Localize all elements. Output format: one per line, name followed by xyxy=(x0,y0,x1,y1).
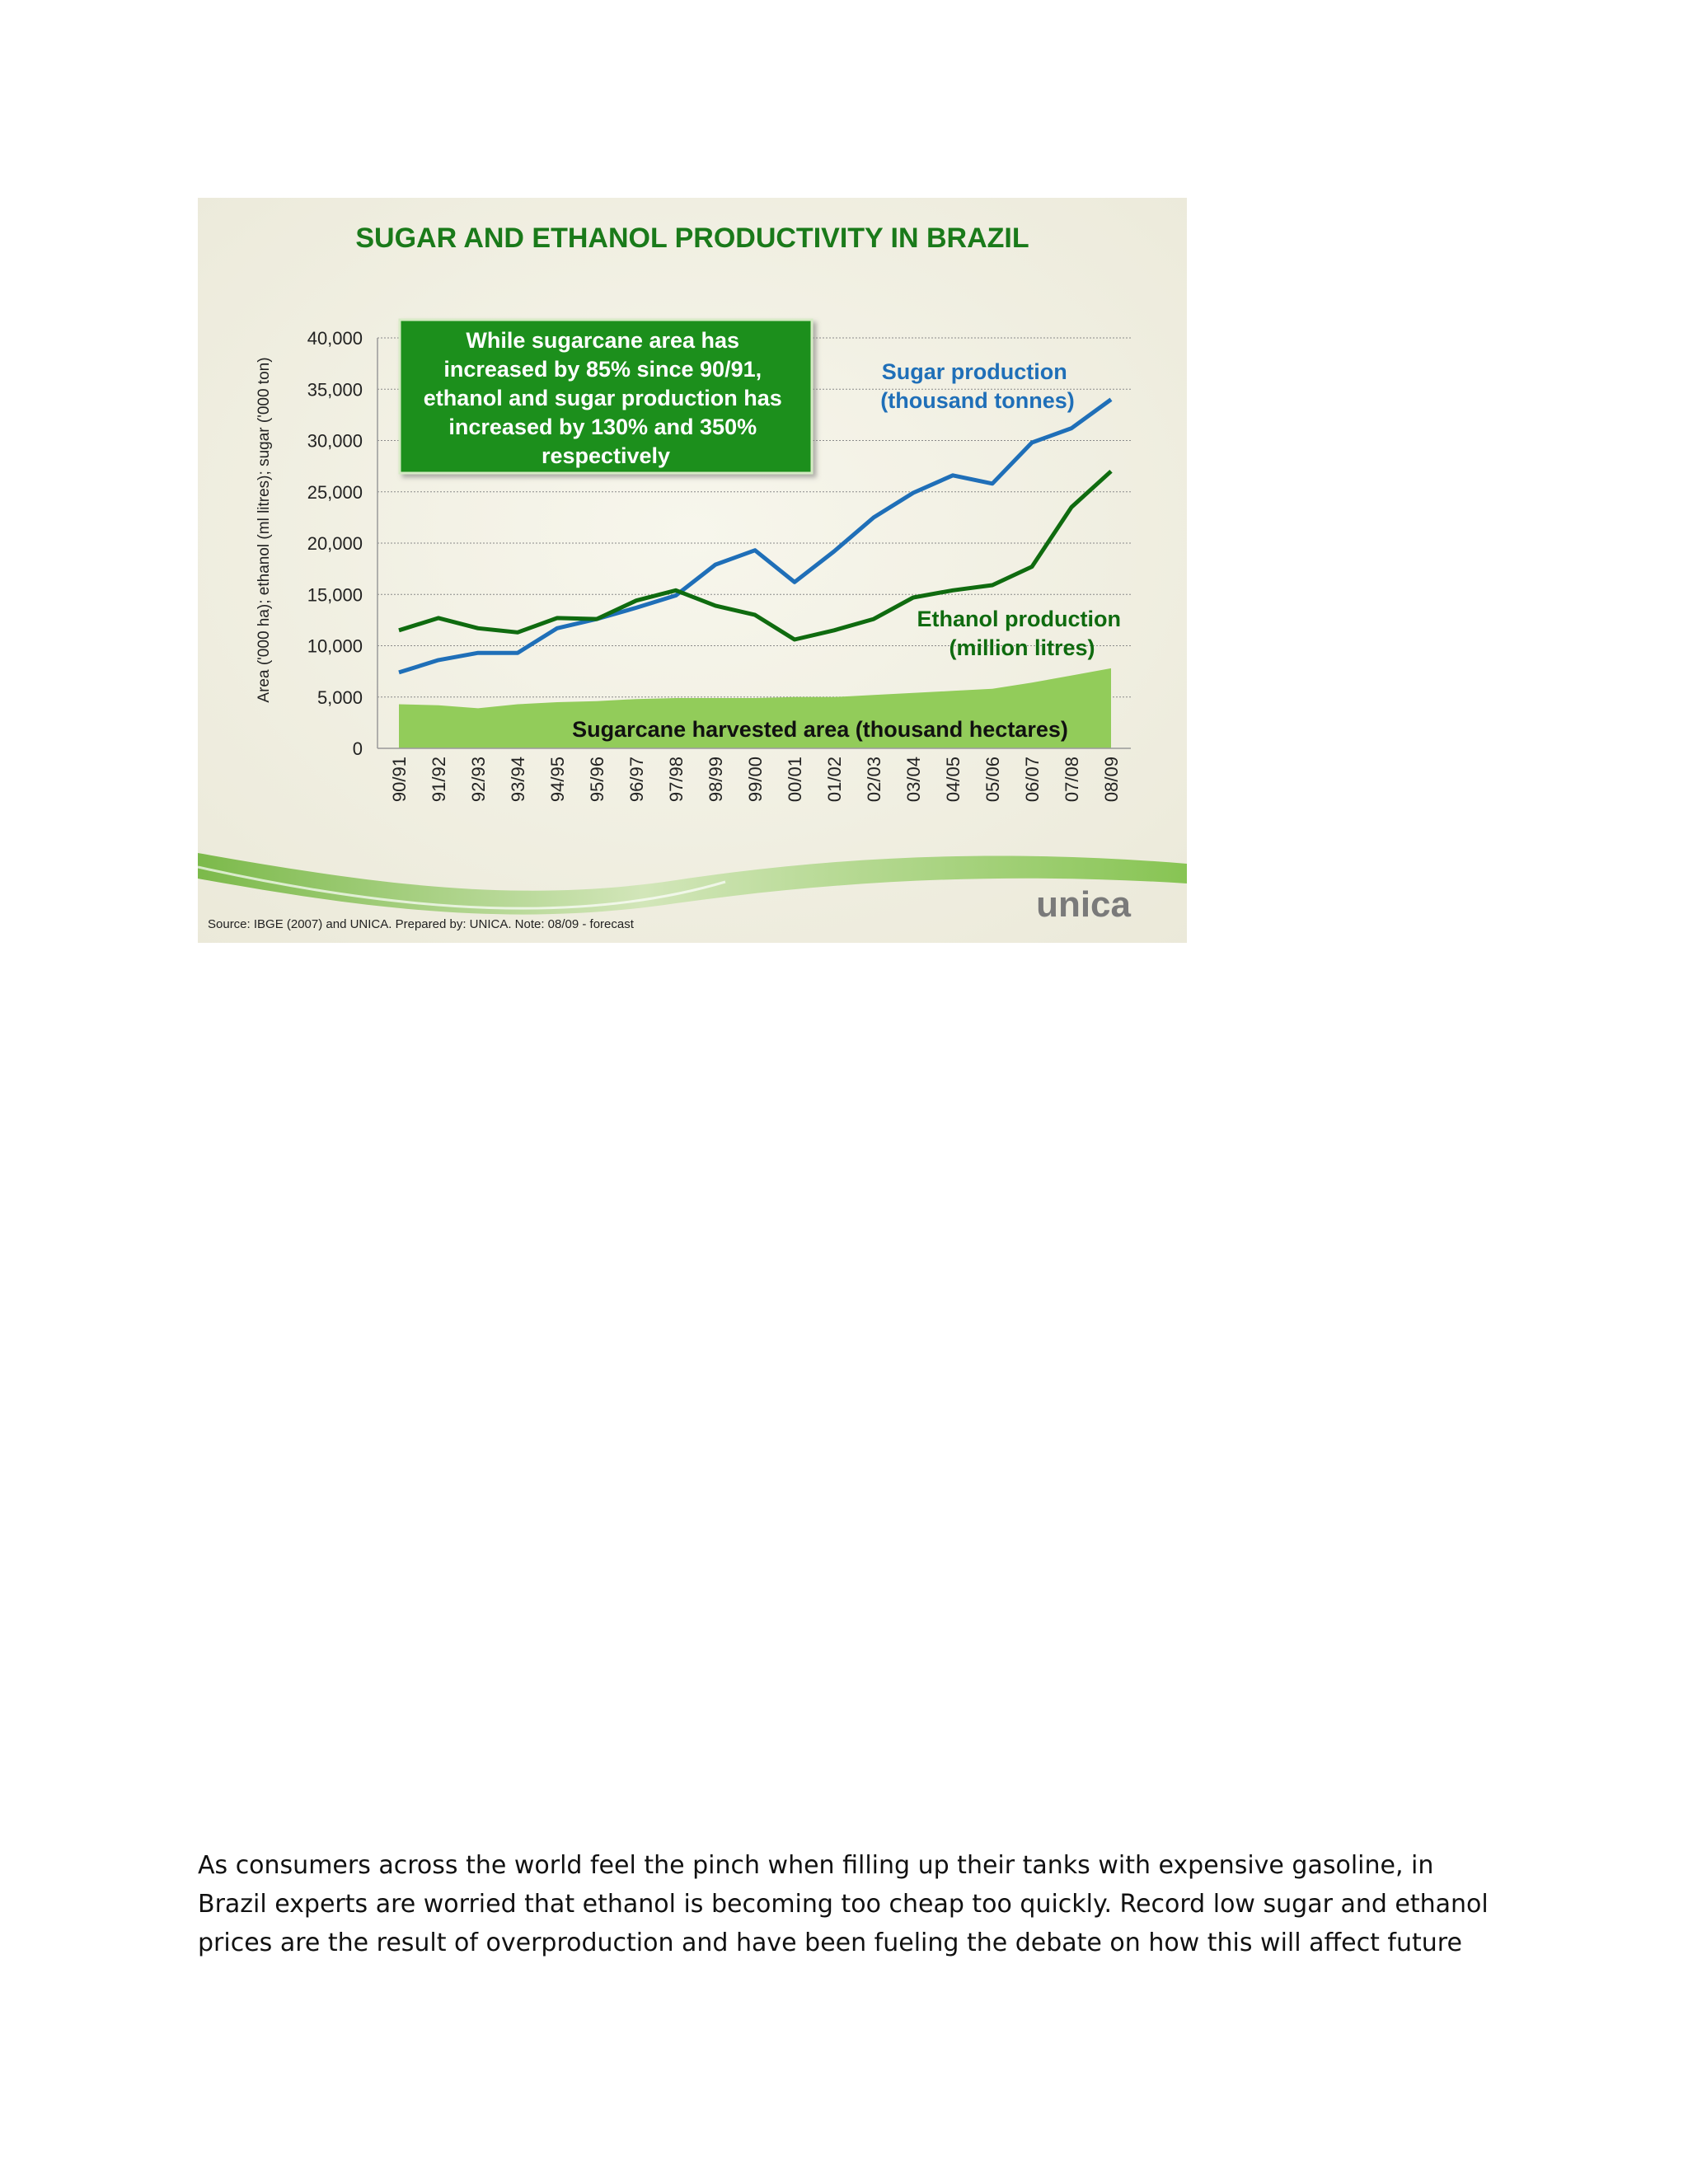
paragraph-line: Brazil experts are worried that ethanol is becoming too cheap too quickly. Record low sugar and ethanol xyxy=(198,1890,1489,1919)
chart-svg xyxy=(198,198,1187,943)
chart-figure xyxy=(198,198,1187,943)
x-tick-label: 96/97 xyxy=(626,757,647,803)
x-tick-label: 95/96 xyxy=(587,757,607,803)
callout-line: ethanol and sugar production has xyxy=(423,386,782,410)
x-tick-label: 06/07 xyxy=(1022,757,1043,803)
callout-line: While sugarcane area has xyxy=(466,328,740,353)
x-tick-label: 99/00 xyxy=(745,757,766,803)
callout-line: respectively xyxy=(541,443,671,468)
paragraph-line: As consumers across the world feel the pinch when filling up their tanks with expensive gasoline, in xyxy=(198,1851,1434,1880)
y-tick-label: 35,000 xyxy=(307,379,363,401)
callout-box xyxy=(400,320,812,473)
x-tick-label: 01/02 xyxy=(824,757,845,803)
x-tick-label: 08/09 xyxy=(1101,757,1122,803)
x-tick-label: 93/94 xyxy=(508,757,528,803)
x-tick-label: 00/01 xyxy=(785,757,805,803)
x-tick-label: 97/98 xyxy=(666,757,687,803)
sugar-series-label: Sugar production (thousand tonnes) xyxy=(880,359,1075,413)
y-tick-label: 40,000 xyxy=(307,328,363,349)
chart-title: SUGAR AND ETHANOL PRODUCTIVITY IN BRAZIL xyxy=(355,223,1029,254)
chart-panel-background xyxy=(198,198,1187,943)
x-tick-label: 90/91 xyxy=(389,757,410,803)
callout-line: increased by 85% since 90/91, xyxy=(443,357,762,382)
source-note: Source: IBGE (2007) and UNICA. Prepared by: UNICA. Note: 08/09 - forecast xyxy=(208,917,634,931)
body-paragraph xyxy=(198,1846,1533,1962)
y-tick-label: 30,000 xyxy=(307,430,363,452)
x-tick-label: 98/99 xyxy=(706,757,726,803)
x-tick-label: 07/08 xyxy=(1062,757,1082,803)
x-tick-label: 05/06 xyxy=(982,757,1003,803)
y-tick-label: 15,000 xyxy=(307,584,363,606)
x-tick-label: 92/93 xyxy=(468,757,489,803)
x-tick-label: 94/95 xyxy=(547,757,568,803)
y-tick-label: 20,000 xyxy=(307,533,363,554)
y-tick-label: 5,000 xyxy=(316,687,363,708)
area-series-label: Sugarcane harvested area (thousand hectares) xyxy=(572,717,1068,742)
y-axis-label: Area ('000 ha); ethanol (ml litres); sugar ('000 ton) xyxy=(256,357,273,703)
x-tick-label: 91/92 xyxy=(429,757,449,803)
x-tick-label: 03/04 xyxy=(903,757,924,803)
x-tick-label: 02/03 xyxy=(864,757,884,803)
unica-logo: unica xyxy=(1036,884,1131,925)
y-tick-label: 10,000 xyxy=(307,635,363,657)
ethanol-series-label: Ethanol production (million litres) xyxy=(917,607,1121,660)
paragraph-line: prices are the result of overproduction and have been fueling the debate on how this will affect future xyxy=(198,1929,1462,1957)
y-tick-label: 0 xyxy=(352,738,363,759)
x-tick-label: 04/05 xyxy=(943,757,964,803)
callout-line: increased by 130% and 350% xyxy=(448,415,757,439)
y-tick-label: 25,000 xyxy=(307,481,363,503)
